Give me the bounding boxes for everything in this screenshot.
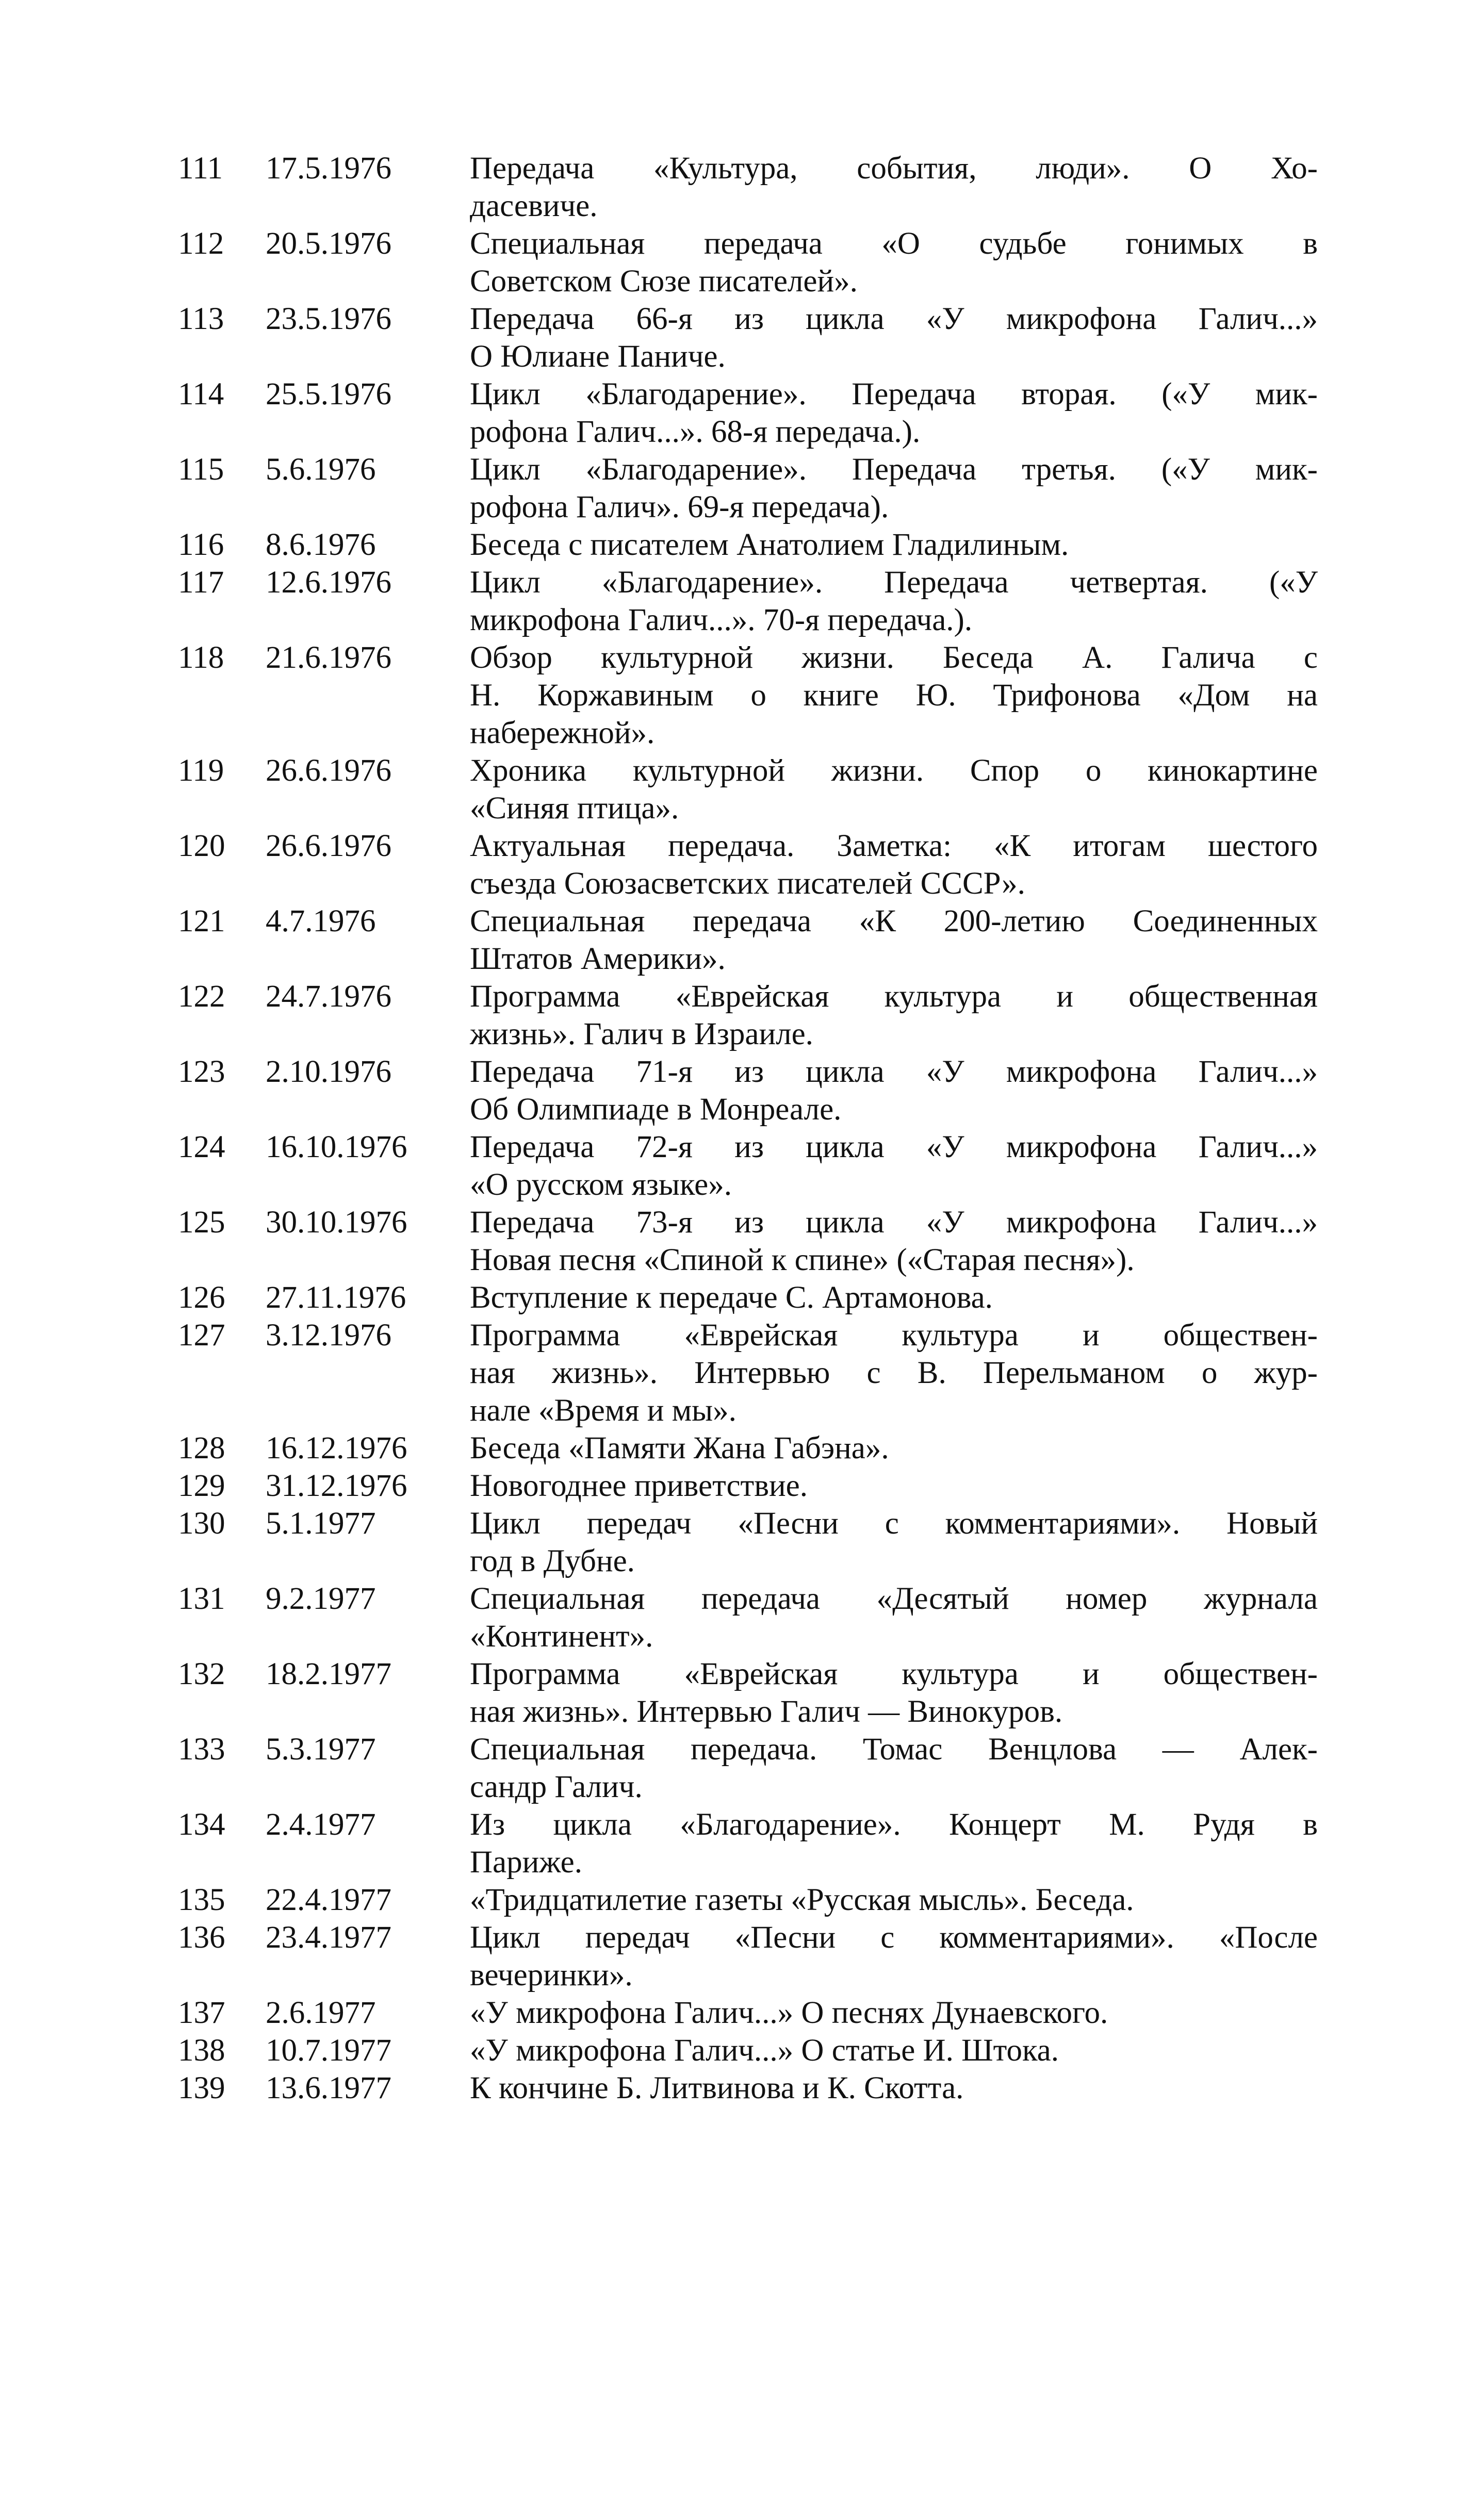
entry-description xyxy=(470,1580,1318,1655)
list-item xyxy=(178,1881,1318,1919)
list-item xyxy=(178,902,1318,978)
list-item xyxy=(178,564,1318,639)
list-item xyxy=(178,526,1318,564)
entry-description xyxy=(470,1881,1318,1919)
entry-description xyxy=(470,150,1318,225)
list-item xyxy=(178,1580,1318,1655)
entry-number: 127 xyxy=(178,1318,225,1353)
description-line: Новогоднее приветствие. xyxy=(470,1469,808,1503)
entry-description xyxy=(470,978,1318,1053)
entry-number: 138 xyxy=(178,2033,225,2068)
description-line: Беседа с писателем Анатолием Гладилиным. xyxy=(470,528,1069,562)
entry-date: 2.4.1977 xyxy=(266,1807,376,1842)
description-line: «О русском языке». xyxy=(470,1167,732,1202)
description-line: Цикл «Благодарение». Передача вторая. («У мик- xyxy=(470,377,1318,411)
description-line: Из цикла «Благодарение». Концерт М. Рудя в xyxy=(470,1807,1318,1842)
description-line: Специальная передача. Томас Венцлова — Алек- xyxy=(470,1732,1318,1767)
entry-number: 117 xyxy=(178,565,224,600)
entry-date: 10.7.1977 xyxy=(266,2033,391,2068)
entry-number: 135 xyxy=(178,1883,225,1917)
entry-date: 23.4.1977 xyxy=(266,1920,391,1955)
entry-description xyxy=(470,1919,1318,1994)
entry-date: 22.4.1977 xyxy=(266,1883,391,1917)
list-item xyxy=(178,827,1318,902)
entry-date: 8.6.1976 xyxy=(266,528,376,562)
entry-date: 20.5.1976 xyxy=(266,226,391,261)
entry-number: 124 xyxy=(178,1130,225,1164)
description-line: «Синяя птица». xyxy=(470,791,679,826)
description-line: Вступление к передаче С. Артамонова. xyxy=(470,1280,993,1315)
description-line: «У микрофона Галич...» О статье И. Штока. xyxy=(470,2033,1059,2068)
list-item xyxy=(178,1053,1318,1128)
entry-number: 118 xyxy=(178,640,224,675)
entry-description xyxy=(470,1429,1318,1467)
entry-date: 4.7.1976 xyxy=(266,904,376,938)
description-line: «У микрофона Галич...» О песнях Дунаевского. xyxy=(470,1996,1108,2030)
entry-number: 128 xyxy=(178,1431,225,1465)
description-line: Программа «Еврейская культура и общественная xyxy=(470,979,1318,1014)
list-item xyxy=(178,451,1318,526)
entry-date: 17.5.1976 xyxy=(266,151,391,186)
entry-description xyxy=(470,1279,1318,1316)
entry-date: 5.3.1977 xyxy=(266,1732,376,1767)
list-item xyxy=(178,1806,1318,1881)
description-line: Цикл «Благодарение». Передача третья. («У мик- xyxy=(470,452,1318,487)
list-item xyxy=(178,225,1318,300)
entry-description xyxy=(470,300,1318,375)
entry-number: 119 xyxy=(178,753,224,788)
entry-date: 31.12.1976 xyxy=(266,1469,407,1503)
list-item xyxy=(178,1316,1318,1429)
entry-number: 139 xyxy=(178,2071,225,2105)
entry-date: 24.7.1976 xyxy=(266,979,391,1014)
description-line: ная жизнь». Интервью с В. Перельманом о жур- xyxy=(470,1356,1318,1390)
entry-date: 2.6.1977 xyxy=(266,1996,376,2030)
entry-number: 134 xyxy=(178,1807,225,1842)
list-item xyxy=(178,1505,1318,1580)
list-item xyxy=(178,1279,1318,1316)
description-line: «Тридцатилетие газеты «Русская мысль». Беседа. xyxy=(470,1883,1134,1917)
list-item xyxy=(178,752,1318,827)
entry-date: 26.6.1976 xyxy=(266,753,391,788)
entry-description xyxy=(470,564,1318,639)
description-line: жизнь». Галич в Израиле. xyxy=(470,1017,813,1051)
entry-number: 120 xyxy=(178,829,225,863)
entry-description xyxy=(470,1806,1318,1881)
entry-description xyxy=(470,902,1318,978)
description-line: нале «Время и мы». xyxy=(470,1393,737,1428)
description-line: съезда Союзасветских писателей СССР». xyxy=(470,866,1025,901)
entry-number: 132 xyxy=(178,1657,225,1691)
entry-description xyxy=(470,1655,1318,1731)
entry-date: 3.12.1976 xyxy=(266,1318,391,1353)
description-line: рофона Галич...». 68-я передача.). xyxy=(470,415,921,449)
entry-description xyxy=(470,225,1318,300)
entry-date: 2.10.1976 xyxy=(266,1055,391,1089)
description-line: Специальная передача «К 200-летию Соединенных xyxy=(470,904,1318,938)
entry-number: 131 xyxy=(178,1582,225,1616)
description-line: рофона Галич». 69-я передача). xyxy=(470,490,889,524)
description-line: ная жизнь». Интервью Галич — Винокуров. xyxy=(470,1694,1063,1729)
entry-description xyxy=(470,1053,1318,1128)
description-line: Хроника культурной жизни. Спор о кинокартине xyxy=(470,753,1318,788)
list-item xyxy=(178,1204,1318,1279)
description-line: Н. Коржавиным о книге Ю. Трифонова «Дом на xyxy=(470,678,1318,713)
entry-number: 129 xyxy=(178,1469,225,1503)
entry-date: 18.2.1977 xyxy=(266,1657,391,1691)
list-item xyxy=(178,978,1318,1053)
entry-description xyxy=(470,827,1318,902)
description-line: Советском Сюзе писателей». xyxy=(470,264,858,299)
entry-description xyxy=(470,375,1318,451)
entry-number: 122 xyxy=(178,979,225,1014)
entry-description xyxy=(470,639,1318,752)
description-line: Передача 71-я из цикла «У микрофона Галич...» xyxy=(470,1055,1318,1089)
entry-number: 123 xyxy=(178,1055,225,1089)
description-line: микрофона Галич...». 70-я передача.). xyxy=(470,603,973,637)
description-line: К кончине Б. Литвинова и К. Скотта. xyxy=(470,2071,964,2105)
description-line: дасевиче. xyxy=(470,189,598,223)
entry-description xyxy=(470,1467,1318,1505)
entry-date: 13.6.1977 xyxy=(266,2071,391,2105)
list-item xyxy=(178,150,1318,225)
entry-description xyxy=(470,1204,1318,1279)
description-line: Париже. xyxy=(470,1845,582,1880)
description-line: Специальная передача «О судьбе гонимых в xyxy=(470,226,1318,261)
entry-date: 30.10.1976 xyxy=(266,1205,407,1240)
broadcast-list xyxy=(178,150,1318,2107)
list-item xyxy=(178,1731,1318,1806)
description-line: Штатов Америки». xyxy=(470,942,726,976)
list-item xyxy=(178,1919,1318,1994)
entry-description xyxy=(470,2032,1318,2069)
entry-date: 9.2.1977 xyxy=(266,1582,376,1616)
entry-number: 111 xyxy=(178,151,223,186)
description-line: Передача 66-я из цикла «У микрофона Галич...» xyxy=(470,302,1318,336)
entry-date: 16.10.1976 xyxy=(266,1130,407,1164)
entry-number: 130 xyxy=(178,1506,225,1541)
entry-number: 126 xyxy=(178,1280,225,1315)
list-item xyxy=(178,1128,1318,1204)
entry-date: 5.1.1977 xyxy=(266,1506,376,1541)
entry-number: 114 xyxy=(178,377,224,411)
description-line: Цикл «Благодарение». Передача четвертая. («У xyxy=(470,565,1318,600)
entry-date: 12.6.1976 xyxy=(266,565,391,600)
description-line: набережной». xyxy=(470,716,655,750)
description-line: Передача 73-я из цикла «У микрофона Галич...» xyxy=(470,1205,1318,1240)
entry-date: 27.11.1976 xyxy=(266,1280,406,1315)
entry-description xyxy=(470,2069,1318,2107)
entry-description xyxy=(470,1994,1318,2032)
description-line: Специальная передача «Десятый номер журнала xyxy=(470,1582,1318,1616)
description-line: вечеринки». xyxy=(470,1958,633,1992)
entry-date: 21.6.1976 xyxy=(266,640,391,675)
description-line: год в Дубне. xyxy=(470,1544,635,1578)
description-line: Обзор культурной жизни. Беседа А. Галича с xyxy=(470,640,1318,675)
entry-description xyxy=(470,1505,1318,1580)
description-line: Передача 72-я из цикла «У микрофона Галич...» xyxy=(470,1130,1318,1164)
entry-description xyxy=(470,1316,1318,1429)
list-item xyxy=(178,639,1318,752)
entry-number: 133 xyxy=(178,1732,225,1767)
entry-number: 112 xyxy=(178,226,224,261)
list-item xyxy=(178,2069,1318,2107)
description-line: сандр Галич. xyxy=(470,1770,643,1804)
description-line: Программа «Еврейская культура и обществен- xyxy=(470,1318,1318,1353)
entry-date: 25.5.1976 xyxy=(266,377,391,411)
entry-number: 121 xyxy=(178,904,225,938)
entry-description xyxy=(470,1731,1318,1806)
entry-date: 5.6.1976 xyxy=(266,452,376,487)
entry-number: 116 xyxy=(178,528,224,562)
entry-date: 23.5.1976 xyxy=(266,302,391,336)
list-item xyxy=(178,1994,1318,2032)
entry-number: 125 xyxy=(178,1205,225,1240)
description-line: Программа «Еврейская культура и обществен- xyxy=(470,1657,1318,1691)
entry-description xyxy=(470,752,1318,827)
list-item xyxy=(178,1655,1318,1731)
description-line: Цикл передач «Песни с комментариями». Новый xyxy=(470,1506,1318,1541)
list-item xyxy=(178,375,1318,451)
list-item xyxy=(178,300,1318,375)
list-item xyxy=(178,1429,1318,1467)
entry-description xyxy=(470,451,1318,526)
list-item xyxy=(178,2032,1318,2069)
entry-number: 113 xyxy=(178,302,224,336)
description-line: Цикл передач «Песни с комментариями». «После xyxy=(470,1920,1318,1955)
description-line: Об Олимпиаде в Монреале. xyxy=(470,1092,842,1127)
list-item xyxy=(178,1467,1318,1505)
description-line: Передача «Культура, события, люди». О Хо- xyxy=(470,151,1318,186)
entry-description xyxy=(470,1128,1318,1204)
entry-number: 136 xyxy=(178,1920,225,1955)
entry-date: 26.6.1976 xyxy=(266,829,391,863)
description-line: «Континент». xyxy=(470,1619,653,1654)
description-line: Актуальная передача. Заметка: «К итогам шестого xyxy=(470,829,1318,863)
entry-number: 137 xyxy=(178,1996,225,2030)
description-line: Новая песня «Спиной к спине» («Старая песня»). xyxy=(470,1243,1135,1277)
entry-number: 115 xyxy=(178,452,224,487)
entry-date: 16.12.1976 xyxy=(266,1431,407,1465)
description-line: Беседа «Памяти Жана Габэна». xyxy=(470,1431,889,1465)
entry-description xyxy=(470,526,1318,564)
description-line: О Юлиане Паниче. xyxy=(470,339,726,374)
